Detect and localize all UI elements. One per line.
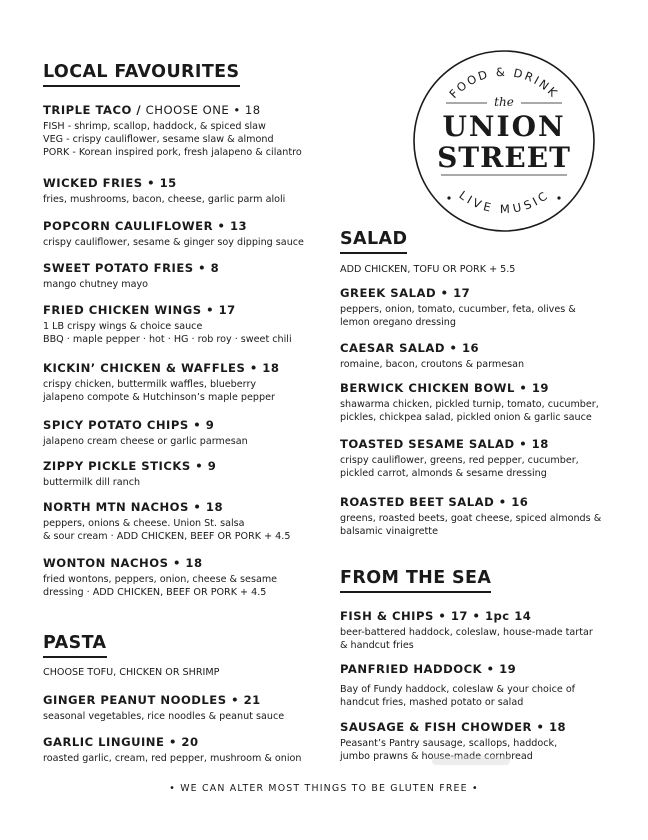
- item-desc: jalapeno compote & Hutchinson’s maple pepper: [43, 392, 275, 403]
- pasta-note: CHOOSE TOFU, CHICKEN OR SHRIMP: [43, 667, 220, 678]
- union-street-logo: [411, 48, 597, 234]
- item-desc: balsamic vinaigrette: [340, 526, 438, 537]
- item-desc: crispy cauliflower, sesame & ginger soy dipping sauce: [43, 237, 304, 248]
- item-desc: mango chutney mayo: [43, 279, 148, 290]
- menu-item-north-mtn-nachos: [43, 500, 290, 543]
- item-desc: PORK - Korean inspired pork, fresh jalapeno & cilantro: [43, 147, 302, 158]
- item-desc: seasonal vegetables, rice noodles & peanut sauce: [43, 711, 285, 722]
- item-desc: romaine, bacon, croutons & parmesan: [340, 359, 525, 370]
- item-desc: peppers, onion, tomato, cucumber, feta, olives &: [340, 304, 576, 315]
- item-name: PANFRIED HADDOCK • 19: [340, 662, 517, 676]
- item-desc: BBQ · maple pepper · hot · HG · rob roy · sweet chili: [43, 334, 292, 345]
- item-desc: Peasant’s Pantry sausage, scallops, haddock,: [340, 738, 558, 749]
- item-name: ROASTED BEET SALAD • 16: [340, 495, 529, 509]
- item-name: TOASTED SESAME SALAD • 18: [340, 437, 549, 451]
- item-desc: fries, mushrooms, bacon, cheese, garlic parm aloli: [43, 194, 286, 205]
- item-desc: handcut fries, mashed potato or salad: [340, 697, 524, 708]
- item-name: SPICY POTATO CHIPS • 9: [43, 418, 215, 432]
- item-name: SAUSAGE & FISH CHOWDER • 18: [340, 720, 567, 734]
- logo-the: the: [494, 95, 514, 109]
- item-desc: peppers, onions & cheese. Union St. salsa: [43, 518, 245, 529]
- item-desc: lemon oregano dressing: [340, 317, 456, 328]
- menu-item-popcorn-cauliflower: [43, 219, 304, 249]
- item-desc: roasted garlic, cream, red pepper, mushroom & onion: [43, 753, 302, 764]
- item-desc: Bay of Fundy haddock, coleslaw & your choice of: [340, 684, 576, 695]
- logo-street: STREET: [437, 141, 571, 174]
- item-desc: dressing · ADD CHICKEN, BEEF OR PORK + 4.5: [43, 587, 267, 598]
- item-desc: & sour cream · ADD CHICKEN, BEEF OR PORK + 4.5: [43, 531, 291, 542]
- item-desc: pickles, chickpea salad, pickled onion & garlic sauce: [340, 412, 592, 423]
- item-desc: 1 LB crispy wings & choice sauce: [43, 321, 203, 332]
- menu-item-greek-salad: [340, 286, 576, 329]
- item-desc: FISH - shrimp, scallop, haddock, & spiced slaw: [43, 121, 266, 132]
- menu-item-kickin-chicken-waffles: [43, 361, 279, 404]
- logo-bottom-text: LIVE MUSIC: [456, 187, 552, 216]
- watermark-smudge: [432, 752, 512, 766]
- menu-item-fish-and-chips: [340, 609, 593, 652]
- item-name: WICKED FRIES • 15: [43, 176, 177, 190]
- item-desc: VEG - crispy cauliflower, sesame slaw & almond: [43, 134, 274, 145]
- menu-item-caesar-salad: [340, 341, 524, 371]
- menu-item-spicy-potato-chips: [43, 418, 248, 448]
- item-name: CAESAR SALAD • 16: [340, 341, 480, 355]
- logo-dot-right: [557, 196, 560, 199]
- menu-item-triple-taco: [43, 103, 302, 159]
- salad-note: ADD CHICKEN, TOFU OR PORK + 5.5: [340, 264, 516, 275]
- item-name: GINGER PEANUT NOODLES • 21: [43, 693, 261, 707]
- item-name: SWEET POTATO FRIES • 8: [43, 261, 220, 275]
- menu-item-roasted-beet-salad: [340, 495, 601, 538]
- menu-item-fried-chicken-wings: [43, 303, 292, 346]
- menu-item-sweet-potato-fries: [43, 261, 219, 291]
- item-name: FISH & CHIPS • 17 • 1pc 14: [340, 609, 532, 623]
- logo-emblem: [411, 48, 597, 234]
- item-desc: greens, roasted beets, goat cheese, spiced almonds &: [340, 513, 602, 524]
- menu-item-wonton-nachos: [43, 556, 277, 599]
- item-name: KICKIN’ CHICKEN & WAFFLES • 18: [43, 361, 280, 375]
- item-desc: shawarma chicken, pickled turnip, tomato, cucumber,: [340, 399, 599, 410]
- menu-item-berwick-chicken-bowl: [340, 381, 599, 424]
- item-desc: beer-battered haddock, coleslaw, house-made tartar: [340, 627, 593, 638]
- section-title-from-the-sea: FROM THE SEA: [340, 568, 491, 593]
- item-desc: jalapeno cream cheese or garlic parmesan: [43, 436, 248, 447]
- section-title-pasta: PASTA: [43, 633, 107, 658]
- item-name: GARLIC LINGUINE • 20: [43, 735, 199, 749]
- item-name: [43, 103, 302, 118]
- item-name: POPCORN CAULIFLOWER • 13: [43, 219, 248, 233]
- menu-item-ginger-peanut-noodles: [43, 693, 284, 723]
- menu-item-zippy-pickle-sticks: [43, 459, 216, 489]
- item-name: BERWICK CHICKEN BOWL • 19: [340, 381, 549, 395]
- item-desc: jumbo prawns & house-made cornbread: [340, 751, 533, 762]
- logo-top-text: FOOD & DRINK: [446, 64, 562, 102]
- item-desc: fried wontons, peppers, onion, cheese & sesame: [43, 574, 278, 585]
- logo-union: UNION: [442, 110, 566, 143]
- menu-item-wicked-fries: [43, 176, 285, 206]
- section-title-local-favourites: LOCAL FAVOURITES: [43, 62, 240, 87]
- item-desc: buttermilk dill ranch: [43, 477, 141, 488]
- menu-item-panfried-haddock: [340, 662, 575, 709]
- logo-dot-left: [447, 196, 450, 199]
- item-name: GREEK SALAD • 17: [340, 286, 471, 300]
- item-desc: crispy cauliflower, greens, red pepper, cucumber,: [340, 455, 579, 466]
- item-choose: CHOOSE ONE • 18: [145, 103, 261, 117]
- item-name-main: TRIPLE TACO /: [43, 103, 146, 117]
- item-desc: & handcut fries: [340, 640, 414, 651]
- menu-item-garlic-linguine: [43, 735, 302, 765]
- section-title-salad: SALAD: [340, 229, 407, 254]
- item-desc: crispy chicken, buttermilk waffles, blueberry: [43, 379, 257, 390]
- item-desc: pickled carrot, almonds & sesame dressing: [340, 468, 547, 479]
- svg-text:LIVE MUSIC: [457, 188, 552, 216]
- gluten-free-footer: • WE CAN ALTER MOST THINGS TO BE GLUTEN FREE •: [169, 783, 479, 794]
- item-name: WONTON NACHOS • 18: [43, 556, 203, 570]
- menu-item-toasted-sesame-salad: [340, 437, 579, 480]
- item-name: FRIED CHICKEN WINGS • 17: [43, 303, 236, 317]
- item-name: ZIPPY PICKLE STICKS • 9: [43, 459, 217, 473]
- item-name: NORTH MTN NACHOS • 18: [43, 500, 224, 514]
